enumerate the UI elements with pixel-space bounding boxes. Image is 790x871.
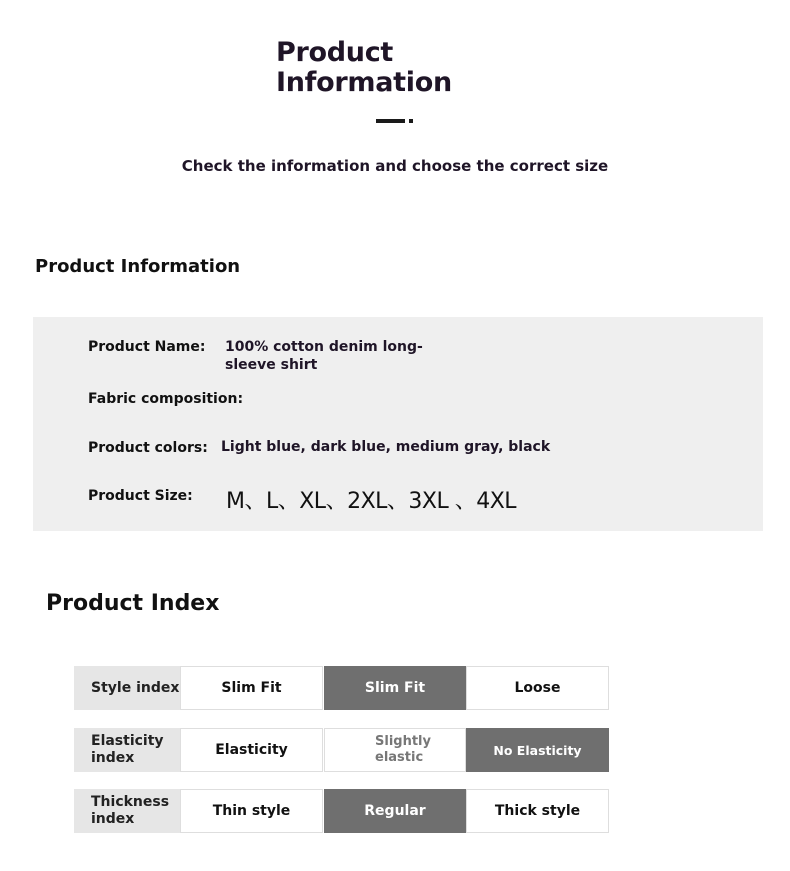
page-subtitle: Check the information and choose the correct size — [181, 157, 609, 175]
product-colors-value: Light blue, dark blue, medium gray, black — [221, 439, 551, 455]
product-size-value: M、L、XL、2XL、3XL 、4XL — [226, 489, 517, 514]
style-option-slim-fit-selected: Slim Fit — [324, 666, 466, 710]
product-information-heading: Product Information — [35, 256, 241, 277]
elasticity-index-row — [74, 728, 609, 772]
thickness-index-label — [74, 789, 180, 833]
thickness-index-label-text: Thickness index — [91, 794, 170, 827]
thickness-option-thick: Thick style — [466, 789, 609, 833]
product-name-label: Product Name: — [88, 339, 206, 355]
elasticity-index-label — [74, 728, 180, 772]
thickness-option-regular: Regular — [324, 789, 466, 833]
product-colors-label: Product colors: — [88, 440, 208, 456]
product-index-heading: Product Index — [46, 591, 220, 616]
style-index-label: Style index — [74, 666, 180, 710]
product-size-label: Product Size: — [88, 488, 193, 504]
slightly-elastic-text: Slightly elastic — [375, 734, 431, 765]
fabric-composition-label: Fabric composition: — [88, 391, 244, 407]
product-name-value: 100% cotton denim long-sleeve shirt — [225, 339, 423, 373]
elasticity-option-elasticity: Elasticity — [180, 728, 323, 772]
thickness-option-thin: Thin style — [180, 789, 323, 833]
elasticity-option-slightly-elastic — [324, 728, 466, 772]
title-underline-dot — [409, 119, 413, 123]
title-underline — [376, 119, 405, 123]
style-index-row — [74, 666, 609, 710]
style-option-slim-fit: Slim Fit — [180, 666, 323, 710]
thickness-index-row — [74, 789, 609, 833]
elasticity-index-label-text: Elasticity index — [91, 733, 164, 766]
elasticity-option-no-elasticity: No Elasticity — [466, 728, 609, 772]
style-option-loose: Loose — [466, 666, 609, 710]
page-title — [276, 38, 456, 98]
page-title-text: Product Information — [276, 37, 452, 98]
